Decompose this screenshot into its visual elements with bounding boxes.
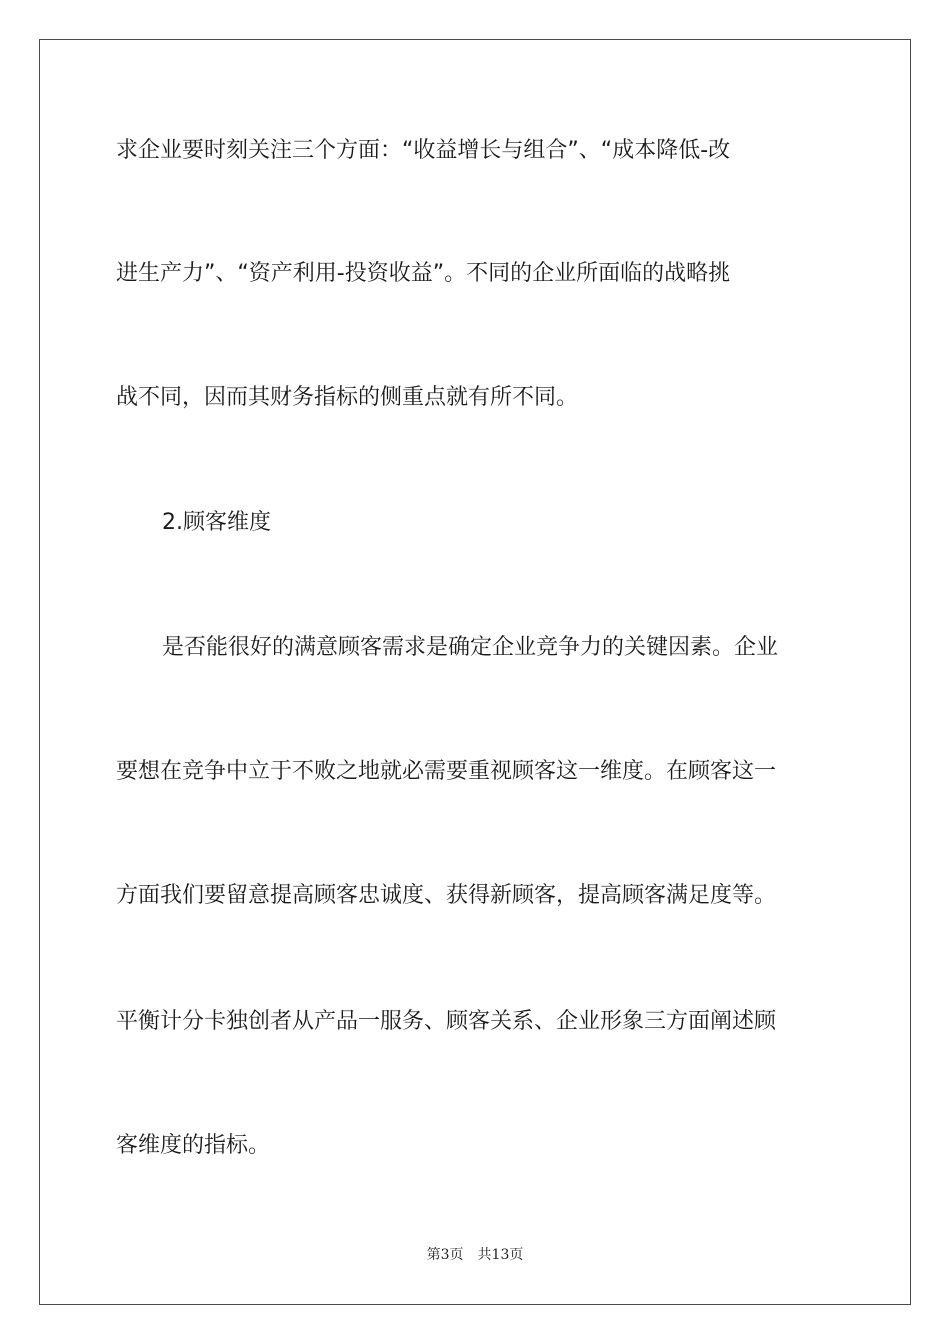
total-pages: 共13页: [477, 1247, 524, 1263]
page-footer: [0, 1246, 950, 1264]
paragraph-line: 求企业要时刻关注三个方面：“收益增长与组合”、“成本降低-改: [116, 138, 731, 163]
page-border: [39, 39, 911, 1305]
paragraph-line: 要想在竞争中立于不败之地就必需要重视顾客这一维度。在顾客这一: [116, 759, 777, 784]
page-number: 第3页: [426, 1247, 464, 1263]
paragraph-line: 进生产力”、“资产利用-投资收益”。不同的企业所面临的战略挑: [116, 261, 731, 286]
paragraph-line: 战不同，因而其财务指标的侧重点就有所不同。: [116, 385, 579, 410]
paragraph-line: 客维度的指标。: [116, 1133, 271, 1158]
paragraph-line: 方面我们要留意提高顾客忠诚度、获得新顾客，提高顾客满足度等。: [116, 883, 777, 908]
section-heading: 2.顾客维度: [162, 510, 271, 535]
paragraph-line: 是否能很好的满意顾客需求是确定企业竞争力的关键因素。企业: [162, 635, 779, 660]
paragraph-line: 平衡计分卡独创者从产品一服务、顾客关系、企业形象三方面阐述顾: [116, 1009, 777, 1034]
